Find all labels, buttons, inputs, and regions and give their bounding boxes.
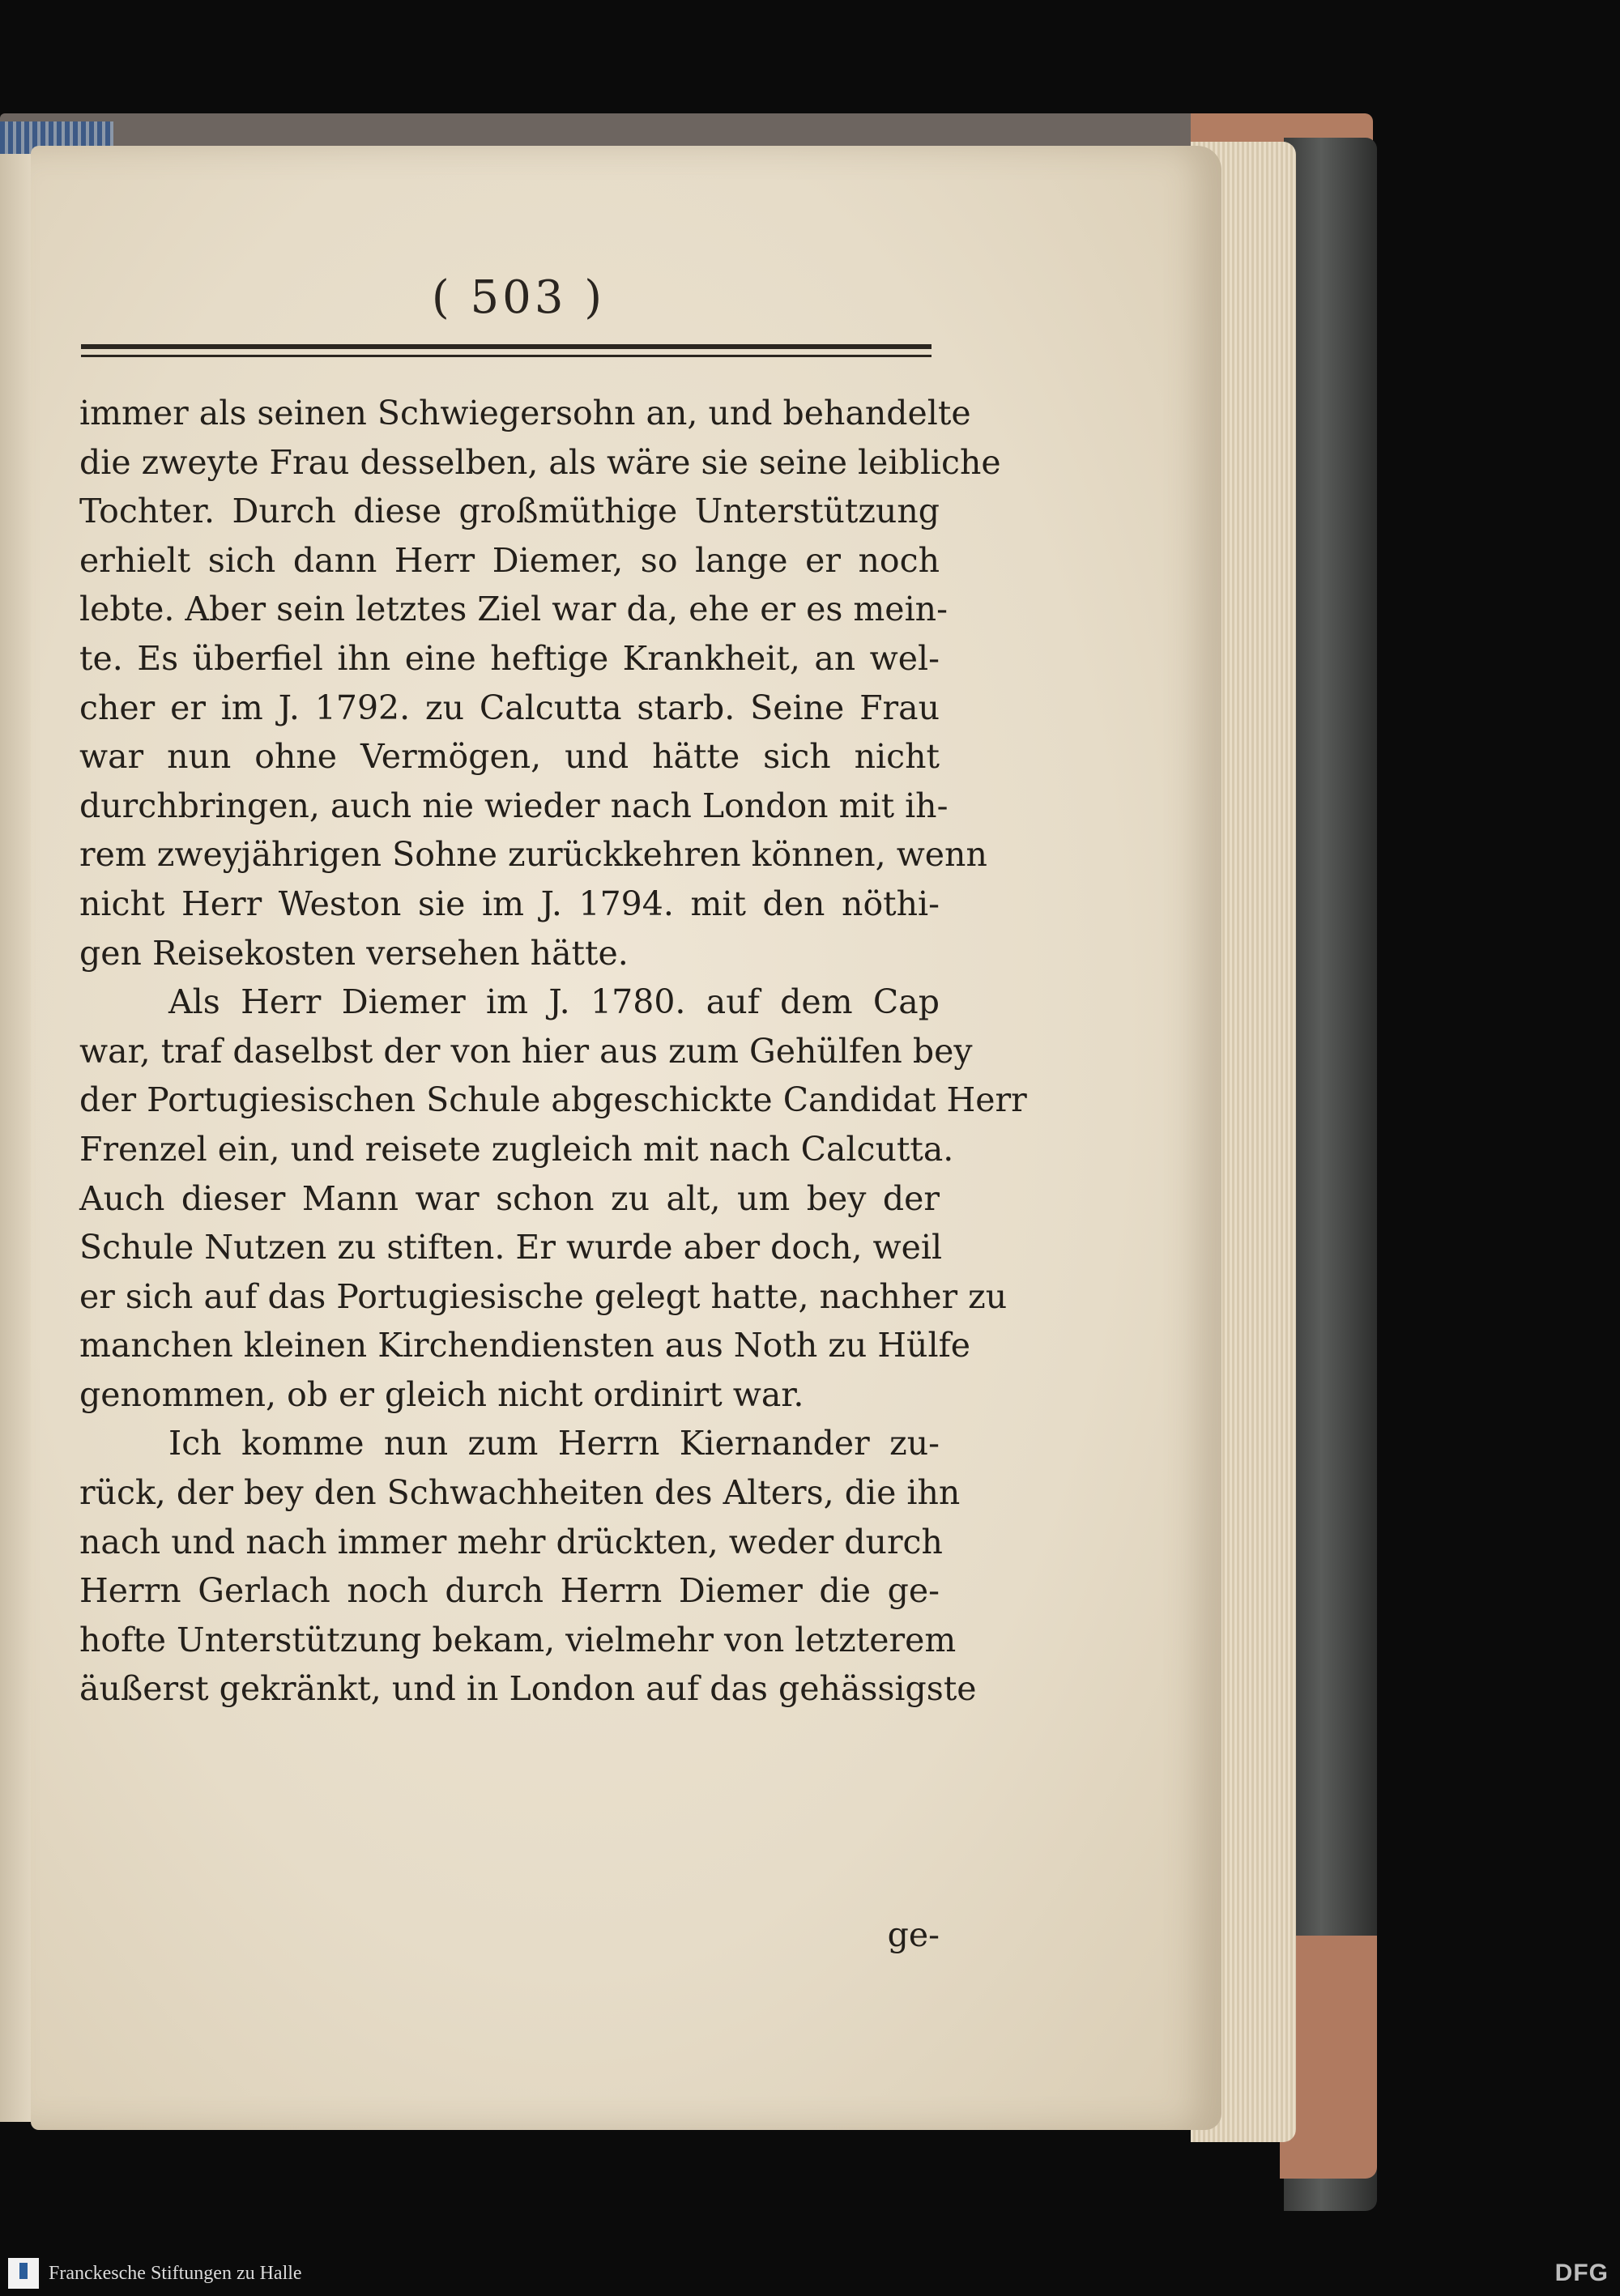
text-line: genommen, ob er gleich nicht ordinirt war.: [79, 1374, 804, 1414]
text-line: nicht Herr Weston sie im J. 1794. mit den nöthi-: [79, 884, 940, 923]
institution-name: Franckesche Stiftungen zu Halle: [49, 2263, 302, 2284]
text-line: erhielt sich dann Herr Diemer, so lange er noch: [79, 540, 940, 580]
text-line: die zweyte Frau desselben, als wäre sie seine leibliche: [79, 442, 1001, 482]
text-line: nach und nach immer mehr drückten, weder durch: [79, 1522, 943, 1561]
text-line: der Portugiesischen Schule abgeschickte Candidat Herr: [79, 1080, 1027, 1120]
header-rule: [81, 344, 932, 349]
text-line: Ich komme nun zum Herrn Kiernander zu-: [168, 1424, 940, 1463]
catchword: ge-: [887, 1915, 940, 1954]
text-line: war, traf daselbst der von hier aus zum Gehülfen bey: [79, 1031, 973, 1071]
text-line: äußerst gekränkt, und in London auf das gehässigste: [79, 1669, 977, 1709]
text-line: te. Es überfiel ihn eine heftige Krankheit, an wel-: [79, 638, 940, 678]
institution-logo-icon: [8, 2258, 39, 2289]
text-line: Frenzel ein, und reisete zugleich mit nach Calcutta.: [79, 1129, 954, 1169]
text-line: cher er im J. 1792. zu Calcutta starb. Seine Frau: [79, 688, 940, 727]
text-line: rem zweyjährigen Sohne zurückkehren können, wenn: [79, 835, 987, 875]
text-line: immer als seinen Schwiegersohn an, und behandelte: [79, 394, 971, 432]
text-line: Herrn Gerlach noch durch Herrn Diemer die ge-: [79, 1571, 940, 1611]
left-page-edge: [0, 121, 32, 2122]
text-line: er sich auf das Portugiesische gelegt hatte, nachher zu: [79, 1276, 1008, 1316]
text-line: Auch dieser Mann war schon zu alt, um bey der: [79, 1178, 940, 1218]
dfg-logo: DFG: [1554, 2260, 1609, 2286]
header-rule-thin: [81, 355, 932, 357]
text-block: [79, 389, 1027, 1714]
text-line: war nun ohne Vermögen, und hätte sich nicht: [79, 737, 940, 777]
text-line: Tochter. Durch diese großmüthige Unterstützung: [79, 492, 940, 531]
text-line: durchbringen, auch nie wieder nach London mit ih-: [79, 786, 949, 825]
page-number: ( 503 ): [431, 271, 606, 324]
text-line: Schule Nutzen zu stiften. Er wurde aber doch, weil: [79, 1228, 943, 1267]
text-line: rück, der bey den Schwachheiten des Alters, die ihn: [79, 1473, 961, 1513]
text-line: hofte Unterstützung bekam, vielmehr von letzterem: [79, 1620, 957, 1659]
text-line: gen Reisekosten versehen hätte.: [79, 933, 629, 973]
book-spine: [1284, 138, 1377, 2211]
text-line: Als Herr Diemer im J. 1780. auf dem Cap: [168, 982, 940, 1022]
text-line: lebte. Aber sein letztes Ziel war da, ehe er es mein-: [79, 590, 948, 629]
text-line: manchen kleinen Kirchendiensten aus Noth zu Hülfe: [79, 1326, 971, 1365]
